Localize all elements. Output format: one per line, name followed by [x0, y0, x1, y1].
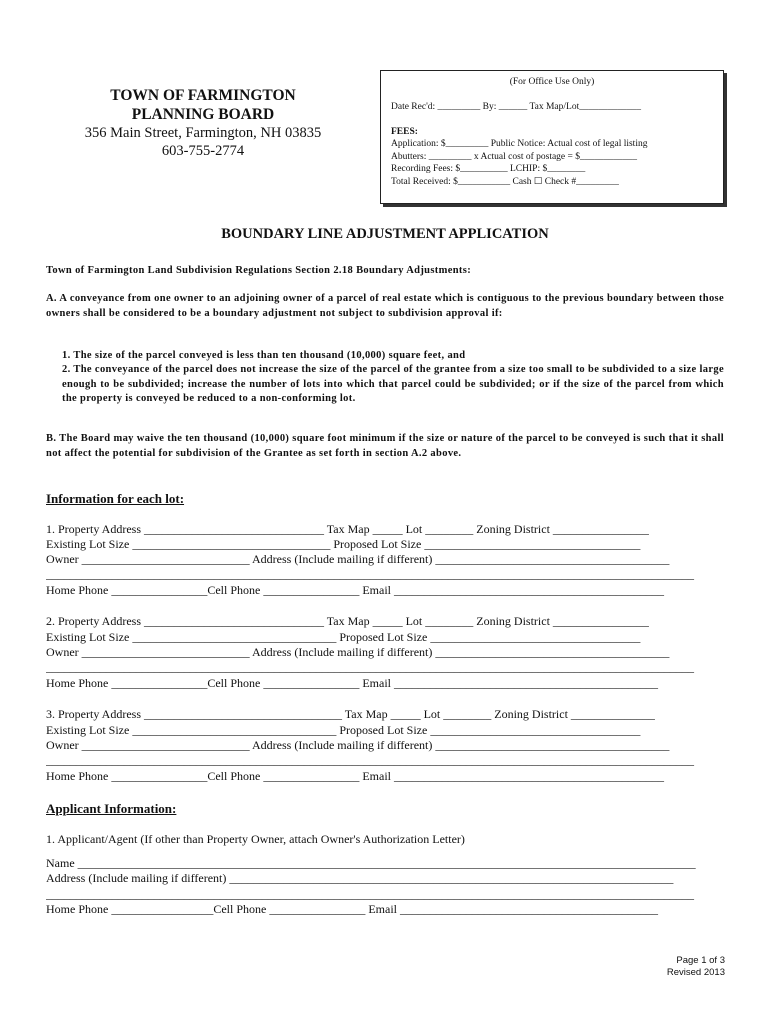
lot-1-owner-line[interactable]: Owner ____________________________ Address (Include mailing if different) _______________________________________ [46, 552, 670, 566]
fee-abutters[interactable]: Abutters: _________ x Actual cost of postage = $____________ [391, 151, 637, 162]
regulations-heading: Town of Farmington Land Subdivision Regulations Section 2.18 Boundary Adjustments: [46, 265, 472, 276]
board-name: PLANNING BOARD [131, 106, 275, 123]
board-address: 356 Main Street, Farmington, NH 03835 [84, 125, 322, 141]
board-phone: 603-755-2774 [161, 143, 245, 159]
document-title: BOUNDARY LINE ADJUSTMENT APPLICATION [221, 226, 549, 242]
page-number: Page 1 of 3 [676, 955, 725, 966]
lot-2-size-line[interactable]: Existing Lot Size __________________________________ Proposed Lot Size ___________________________________ [46, 630, 641, 644]
lot-2-phone-line[interactable]: Home Phone ________________Cell Phone ________________ Email ____________________________________________ [46, 676, 658, 690]
lot-1-address-blank[interactable]: ____________________________________________________________________________________________________________ [46, 567, 694, 581]
applicant-section-heading: Applicant Information: [46, 801, 177, 816]
office-date-line[interactable]: Date Rec'd: _________ By: ______ Tax Map/Lot_____________ [391, 102, 641, 112]
fee-total[interactable]: Total Received: $___________ Cash ☐ Check #_________ [391, 176, 619, 187]
regulation-para-b: B. The Board may waive the ten thousand (10,000) square foot minimum if the size or nature of the parcel to be conveyed is such that it shall not affect the potential for subdivision of the Grantee as set forth in section A.2 above. [46, 433, 724, 459]
fees-label: FEES: [391, 126, 418, 137]
office-use-caption: (For Office Use Only) [509, 77, 595, 87]
lot-1-size-line[interactable]: Existing Lot Size _________________________________ Proposed Lot Size ____________________________________ [46, 537, 641, 551]
applicant-address-line[interactable]: Address (Include mailing if different) __________________________________________________________________________ [46, 871, 674, 885]
lot-1-property-line[interactable]: 1. Property Address ______________________________ Tax Map _____ Lot ________ Zoning District ________________ [46, 522, 649, 536]
applicant-address-blank[interactable]: ____________________________________________________________________________________________________________ [46, 887, 694, 901]
lot-3-property-line[interactable]: 3. Property Address _________________________________ Tax Map _____ Lot ________ Zoning District ______________ [46, 707, 655, 721]
lots-section-heading: Information for each lot: [46, 491, 185, 506]
applicant-name-line[interactable]: Name _______________________________________________________________________________________________________ [46, 856, 696, 870]
lot-3-owner-line[interactable]: Owner ____________________________ Address (Include mailing if different) _______________________________________ [46, 738, 670, 752]
lot-2-owner-line[interactable]: Owner ____________________________ Address (Include mailing if different) _______________________________________ [46, 645, 670, 659]
letterhead [40, 86, 366, 160]
lot-3-address-blank[interactable]: ____________________________________________________________________________________________________________ [46, 753, 694, 767]
revision-note: Revised 2013 [666, 967, 725, 978]
regulation-item-2: 2. The conveyance of the parcel does not increase the size of the parcel of the grantee from a size too small to be subdivided to a size large enough to be subdivided; increase the number of lots into which that parcel could be subdivided; or if the size of the parcel from which the property is conveyed be reduced to a non-conforming lot. [62, 364, 724, 404]
lot-2-property-line[interactable]: 2. Property Address ______________________________ Tax Map _____ Lot ________ Zoning District ________________ [46, 614, 649, 628]
town-name: TOWN OF FARMINGTON [110, 87, 296, 104]
fee-application[interactable]: Application: $_________ Public Notice: Actual cost of legal listing [391, 139, 648, 150]
lot-3-phone-line[interactable]: Home Phone ________________Cell Phone ________________ Email _____________________________________________ [46, 769, 664, 783]
regulation-item-1: 1. The size of the parcel conveyed is less than ten thousand (10,000) square feet, and [62, 350, 466, 361]
lot-2-address-blank[interactable]: ____________________________________________________________________________________________________________ [46, 660, 694, 674]
applicant-agent-label: 1. Applicant/Agent (If other than Property Owner, attach Owner's Authorization Letter) [46, 832, 465, 846]
lot-3-size-line[interactable]: Existing Lot Size __________________________________ Proposed Lot Size ___________________________________ [46, 723, 641, 737]
lot-1-phone-line[interactable]: Home Phone ________________Cell Phone ________________ Email _____________________________________________ [46, 583, 664, 597]
office-use-box [380, 70, 724, 204]
page-footer [600, 955, 725, 979]
applicant-phone-line[interactable]: Home Phone _________________Cell Phone ________________ Email ___________________________________________ [46, 902, 658, 916]
fee-recording[interactable]: Recording Fees: $__________ LCHIP: $________ [391, 164, 586, 175]
regulation-para-a: A. A conveyance from one owner to an adjoining owner of a parcel of real estate which is contiguous to the previous boundary between those owners shall be considered to be a boundary adjustment not subject to subdivision approval if: [46, 293, 724, 319]
